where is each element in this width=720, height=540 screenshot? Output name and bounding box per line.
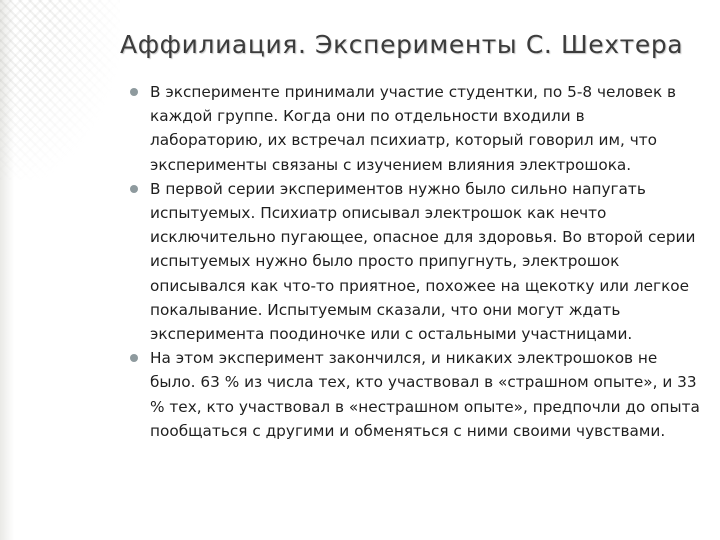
bullet-dot-icon xyxy=(130,185,138,193)
bullet-dot-icon xyxy=(130,354,138,362)
bullet-item xyxy=(150,346,700,443)
bullet-text: На этом эксперимент закончился, и никаких электрошоков не было. 63 % из числа тех, кто участвовал в «страшном опыте», и 33 % тех, кто участвовал в «нестрашном опыте», предпочли до опыта пообщаться с другими и обменяться с ними своими чувствами. xyxy=(150,349,700,440)
bullet-text: В эксперименте принимали участие студентки, по 5-8 человек в каждой группе. Когда они по отдельности входили в лабораторию, их встречал психиатр, который говорил им, что эксперименты связаны с изучением влияния электрошока. xyxy=(150,83,677,174)
bullet-text: В первой серии экспериментов нужно было сильно напугать испытуемых. Психиатр описывал электрошок как нечто исключительно пугающее, опасное для здоровья. Во второй серии испытуемых нужно было просто припугнуть, электрошок описывался как что-то приятное, похожее на щекотку или легкое покалывание. Испытуемым сказали, что они могут ждать эксперимента поодиночке или с остальными участницами. xyxy=(150,179,696,344)
bullet-list xyxy=(150,80,700,443)
slide-title: Аффилиация. Эксперименты С. Шехтера xyxy=(120,30,684,59)
bullet-dot-icon xyxy=(130,88,138,96)
corner-texture xyxy=(0,0,120,180)
bullet-item xyxy=(150,80,700,177)
bullet-item xyxy=(150,177,700,346)
